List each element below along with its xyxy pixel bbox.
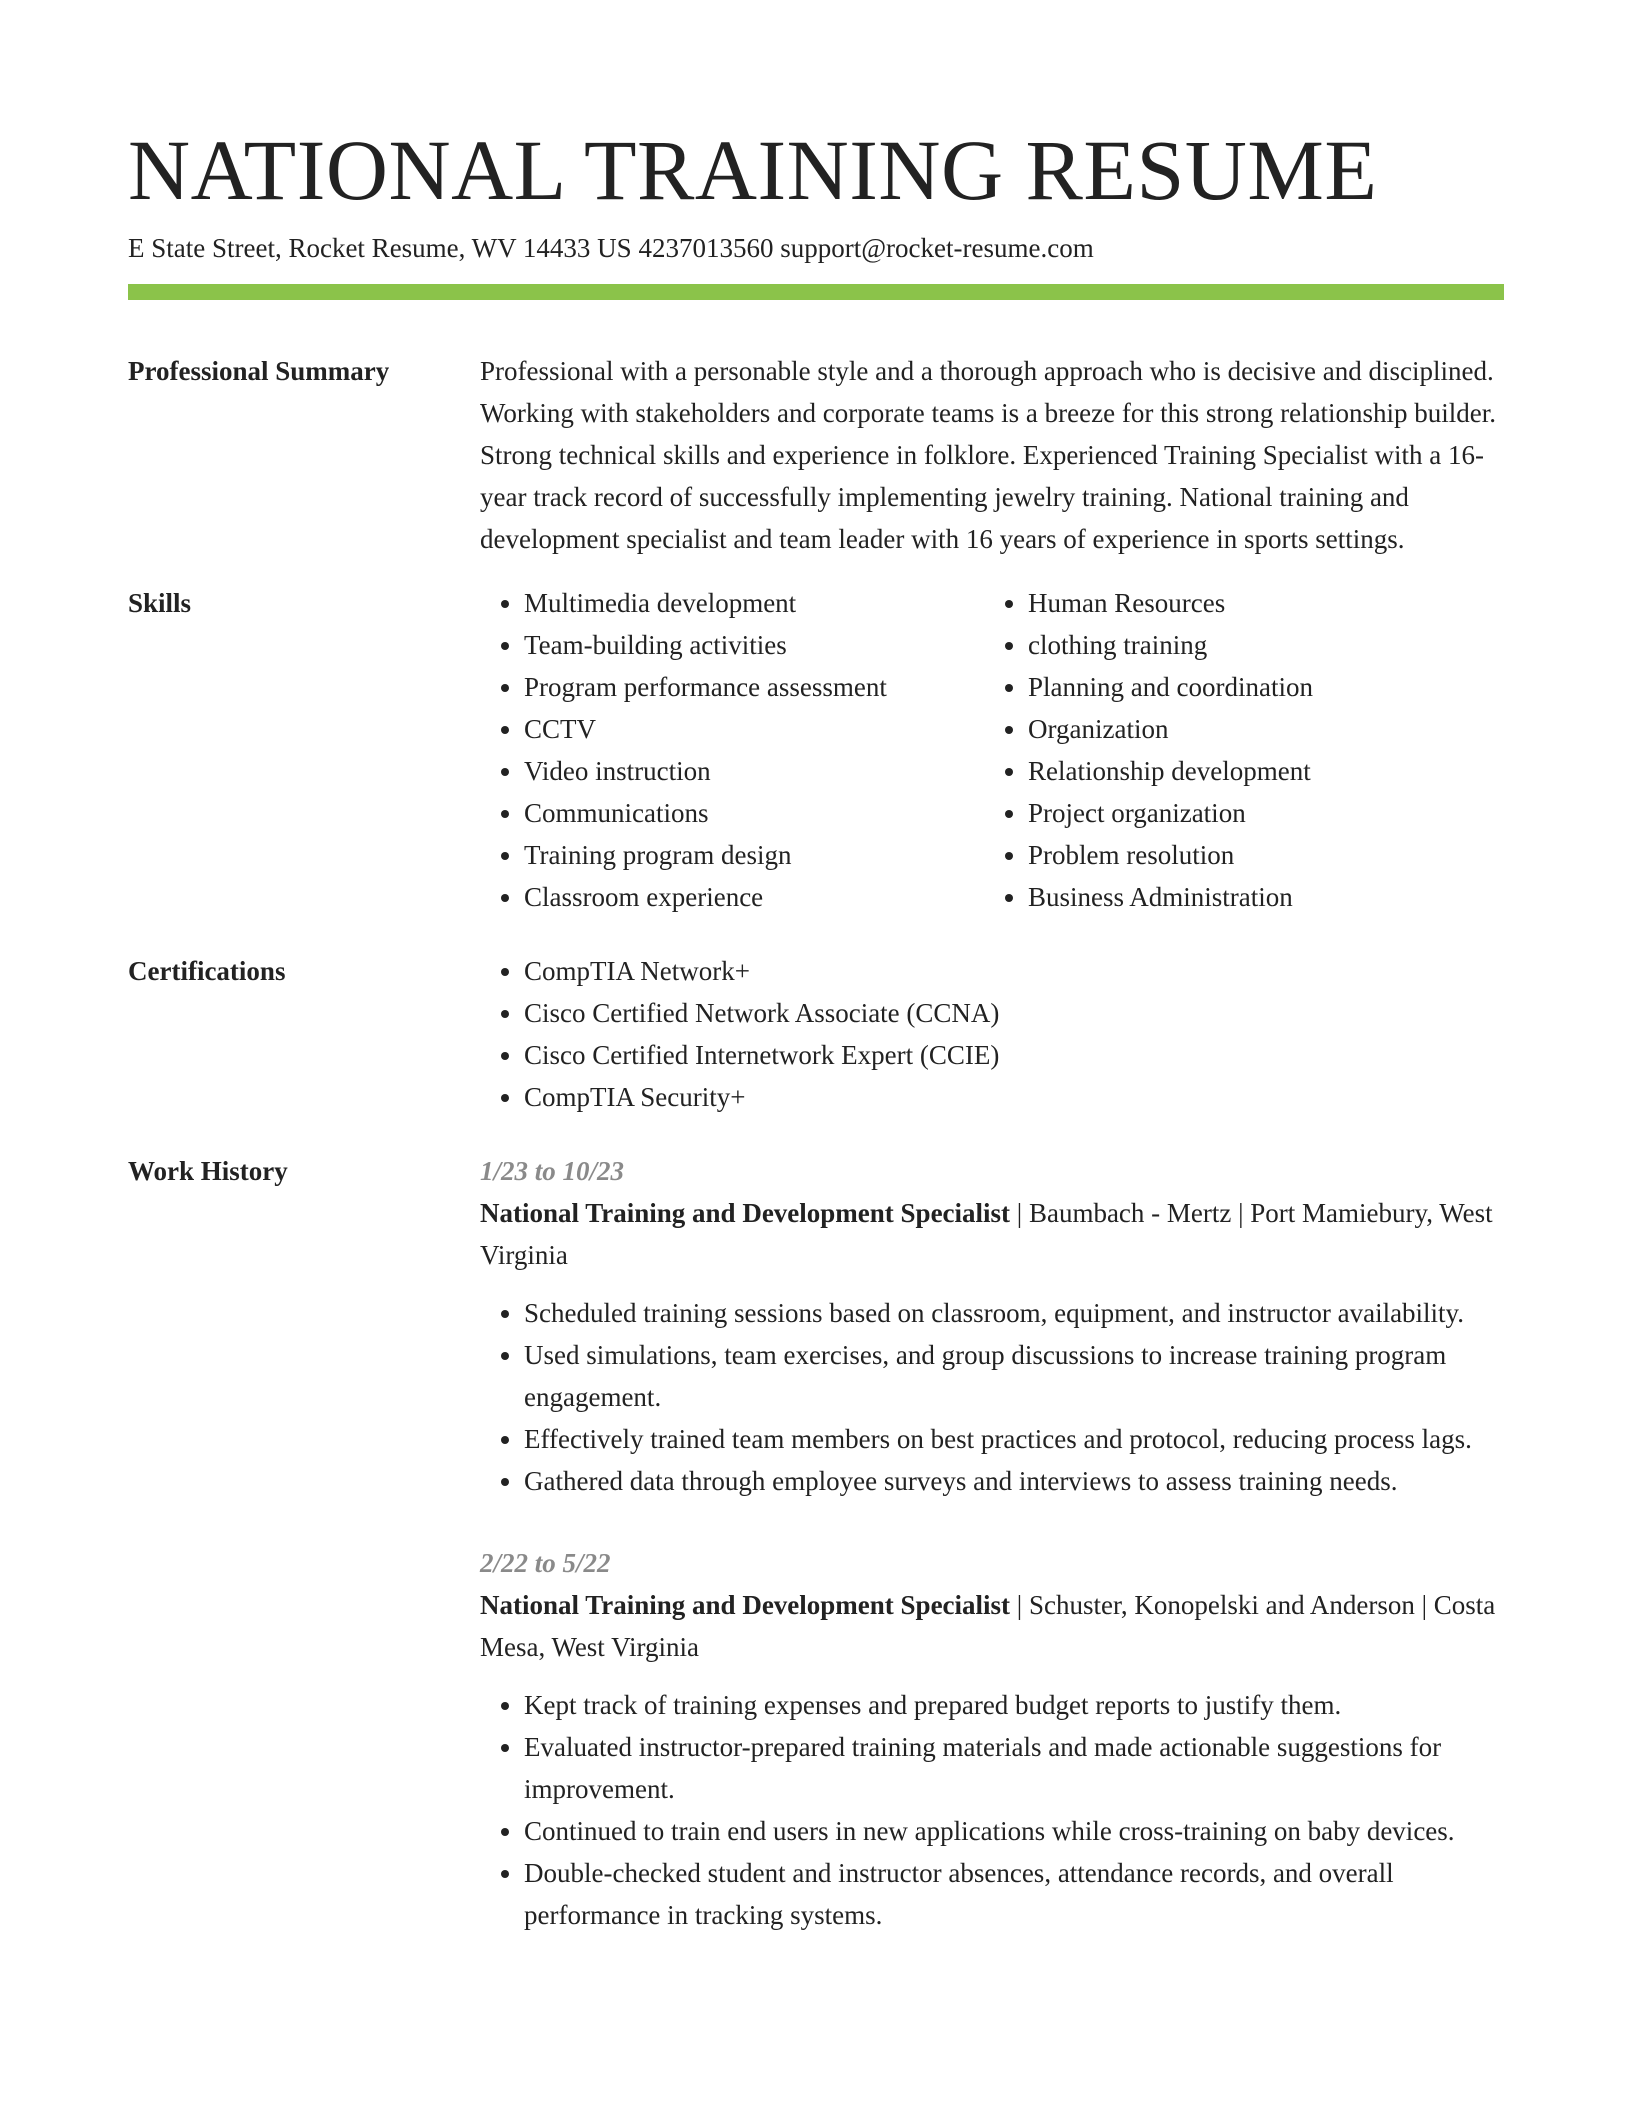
section-label-skills: Skills — [128, 588, 192, 618]
list-item: • Evaluated instructor-prepared training materials and made actionable suggestions for improvement. — [524, 1726, 1504, 1810]
skills-list-left — [480, 582, 984, 918]
list-item: • Gathered data through employee surveys and interviews to assess training needs. — [524, 1460, 1504, 1502]
summary-section — [128, 350, 1504, 560]
list-item: • Cisco Certified Network Associate (CCNA) — [524, 992, 1504, 1034]
accent-divider — [128, 284, 1504, 300]
list-item: • Problem resolution — [1028, 834, 1504, 876]
list-item: • Video instruction — [524, 750, 984, 792]
list-item: • Communications — [524, 792, 984, 834]
job-bullets — [480, 1684, 1504, 1936]
list-item: • clothing training — [1028, 624, 1504, 666]
job-dates: 1/23 to 10/23 — [480, 1156, 625, 1186]
section-label-summary: Professional Summary — [128, 356, 390, 386]
list-item: • Project organization — [1028, 792, 1504, 834]
list-item: • Cisco Certified Internetwork Expert (CCIE) — [524, 1034, 1504, 1076]
job-details: | Baumbach - Mertz | Port Mamiebury, West Virginia — [480, 1198, 1493, 1270]
job-details: | Schuster, Konopelski and Anderson | Costa Mesa, West Virginia — [480, 1590, 1496, 1662]
job-entry — [480, 1542, 1504, 1936]
list-item: • Continued to train end users in new applications while cross-training on baby devices. — [524, 1810, 1504, 1852]
skills-section — [128, 582, 1504, 918]
list-item: • CompTIA Security+ — [524, 1076, 1504, 1118]
certifications-section — [128, 950, 1504, 1118]
list-item: • Effectively trained team members on best practices and protocol, reducing process lags. — [524, 1418, 1504, 1460]
list-item: • Business Administration — [1028, 876, 1504, 918]
list-item: • Planning and coordination — [1028, 666, 1504, 708]
list-item: • Team-building activities — [524, 624, 984, 666]
job-dates: 2/22 to 5/22 — [480, 1548, 611, 1578]
section-label-work-history: Work History — [128, 1156, 288, 1186]
resume-page — [128, 120, 1504, 1936]
list-item: • CCTV — [524, 708, 984, 750]
list-item: • Organization — [1028, 708, 1504, 750]
job-entry — [480, 1150, 1504, 1502]
list-item: • Human Resources — [1028, 582, 1504, 624]
list-item: • CompTIA Network+ — [524, 950, 1504, 992]
list-item: • Relationship development — [1028, 750, 1504, 792]
list-item: • Classroom experience — [524, 876, 984, 918]
job-bullets — [480, 1292, 1504, 1502]
list-item: • Scheduled training sessions based on classroom, equipment, and instructor availability. — [524, 1292, 1504, 1334]
skills-list-right — [984, 582, 1504, 918]
list-item: • Used simulations, team exercises, and group discussions to increase training program engagement. — [524, 1334, 1504, 1418]
job-title: National Training and Development Specialist — [480, 1590, 1011, 1620]
list-item: • Program performance assessment — [524, 666, 984, 708]
work-history-section — [128, 1150, 1504, 1936]
contact-line: E State Street, Rocket Resume, WV 14433 US 4237013560 support@rocket-resume.com — [128, 233, 1094, 263]
job-heading — [480, 1584, 1504, 1668]
list-item: • Training program design — [524, 834, 984, 876]
job-title: National Training and Development Specialist — [480, 1198, 1011, 1228]
certifications-list — [480, 950, 1504, 1118]
summary-text: Professional with a personable style and a thorough approach who is decisive and disciplined. Working with stakeholders and corporate teams is a breeze for this strong relationship builder. Strong technical skills and experience in folklore. Experienced Training Specialist with a 16-year track record of successfully implementing jewelry training. National training and development specialist and team leader with 16 years of experience in sports settings. — [480, 356, 1497, 554]
list-item: • Kept track of training expenses and prepared budget reports to justify them. — [524, 1684, 1504, 1726]
section-label-certifications: Certifications — [128, 956, 286, 986]
list-item: • Multimedia development — [524, 582, 984, 624]
job-heading — [480, 1192, 1504, 1276]
resume-name: NATIONAL TRAINING RESUME — [128, 122, 1378, 218]
list-item: • Double-checked student and instructor absences, attendance records, and overall performance in tracking systems. — [524, 1852, 1504, 1936]
